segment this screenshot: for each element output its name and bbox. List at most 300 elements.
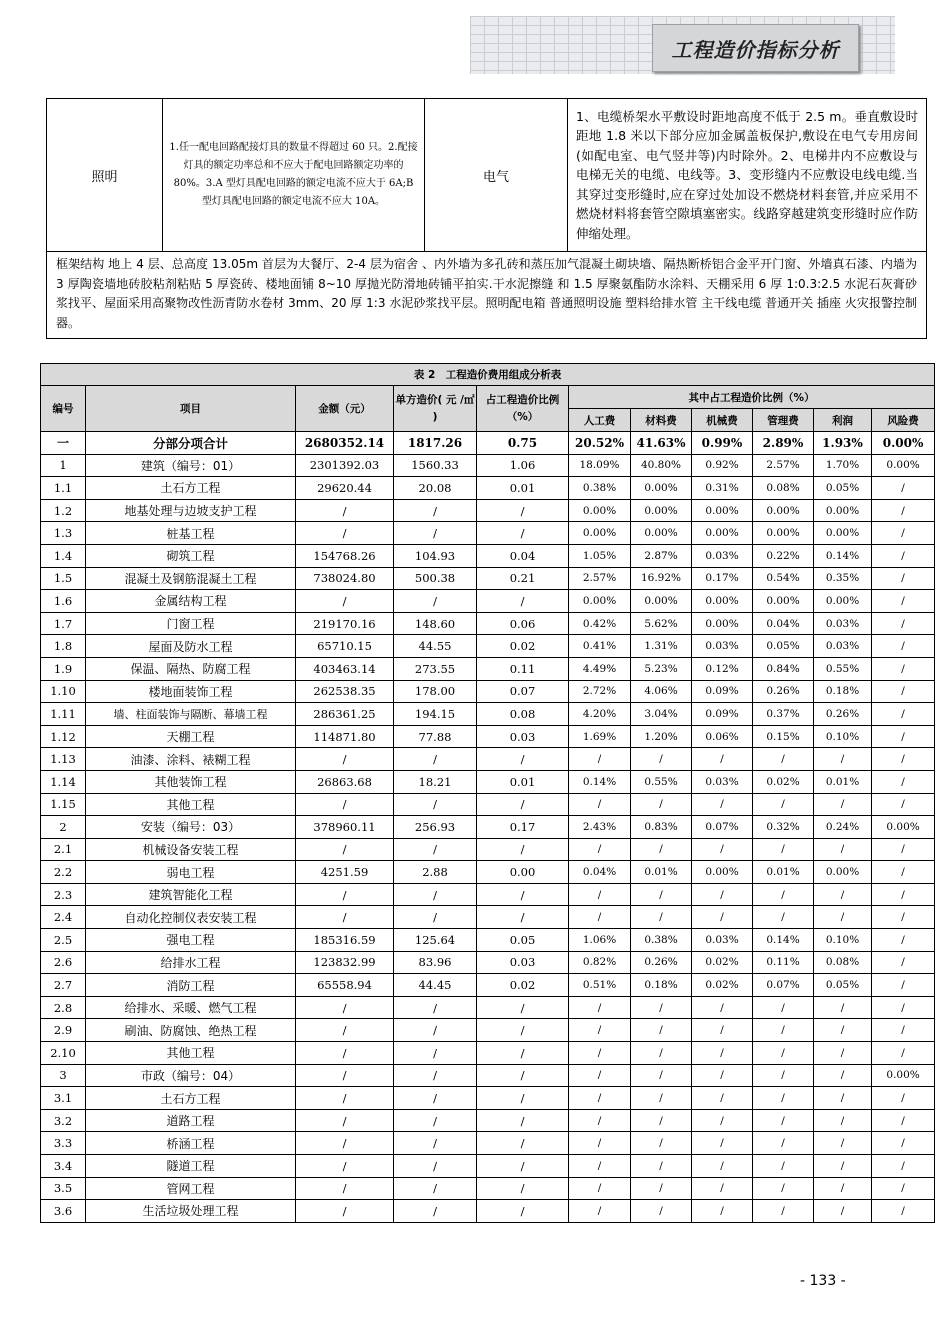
cell-management: 0.08% [753,477,814,500]
cell-risk: / [872,1042,935,1065]
cell-machine: / [692,748,753,771]
cell-management: 0.22% [753,544,814,567]
cell-management: 0.15% [753,725,814,748]
cell-item: 市政（编号：04） [86,1064,296,1087]
cell-management: / [753,748,814,771]
cell-amount: 65558.94 [296,974,394,997]
cell-risk: / [872,1155,935,1178]
cell-no: 3.3 [41,1132,86,1155]
cell-item: 给排水工程 [86,951,296,974]
cell-profit: 0.05% [814,974,872,997]
cell-material: 3.04% [631,703,692,726]
cell-profit: / [814,793,872,816]
cell-no: 3.5 [41,1177,86,1200]
cell-machine: 0.92% [692,454,753,477]
cell-management: / [753,1087,814,1110]
cell-unit-cost: 104.93 [394,544,477,567]
table-row [41,590,935,613]
cell-no: 1.11 [41,703,86,726]
cell-machine: 0.03% [692,544,753,567]
cell-labor: 4.20% [569,703,631,726]
cell-unit-cost: / [394,1109,477,1132]
table-row [41,522,935,545]
cell-risk: / [872,838,935,861]
cell-material: 4.06% [631,680,692,703]
cell-material: 0.38% [631,929,692,952]
cell-no: 3.4 [41,1155,86,1178]
cell-management: / [753,838,814,861]
cell-machine: / [692,1155,753,1178]
cell-no: 2 [41,816,86,839]
table-row [41,454,935,477]
cell-risk: / [872,725,935,748]
spec-row [47,99,927,252]
cell-labor: / [569,1042,631,1065]
cell-material: / [631,1132,692,1155]
cell-labor: / [569,1087,631,1110]
table-row [41,432,935,455]
cell-unit-cost: 77.88 [394,725,477,748]
cell-unit-cost: / [394,499,477,522]
col-header-item: 项目 [86,386,296,432]
cell-unit-cost: / [394,1087,477,1110]
cell-profit: / [814,1177,872,1200]
cell-material: / [631,1064,692,1087]
cell-management: 0.26% [753,680,814,703]
cell-item: 隧道工程 [86,1155,296,1178]
cell-material: / [631,906,692,929]
cell-ratio: 0.07 [477,680,569,703]
cell-labor: 0.00% [569,522,631,545]
cell-risk: / [872,567,935,590]
cell-machine: / [692,1042,753,1065]
cell-ratio: / [477,838,569,861]
cell-machine: 0.03% [692,770,753,793]
cell-labor: / [569,1109,631,1132]
cell-profit: 0.55% [814,657,872,680]
cell-risk: / [872,974,935,997]
cell-no: 1.3 [41,522,86,545]
cell-ratio: 0.02 [477,635,569,658]
cell-material: 0.83% [631,816,692,839]
cell-profit: / [814,748,872,771]
cell-labor: 0.38% [569,477,631,500]
cell-unit-cost: / [394,1177,477,1200]
cell-item: 其他装饰工程 [86,770,296,793]
cell-labor: 0.42% [569,612,631,635]
cell-machine: 0.09% [692,680,753,703]
cell-material: 1.20% [631,725,692,748]
cell-ratio: / [477,1019,569,1042]
cell-unit-cost: / [394,1042,477,1065]
cell-machine: 0.03% [692,635,753,658]
cell-machine: / [692,1109,753,1132]
cell-management: / [753,1200,814,1223]
cell-labor: 0.51% [569,974,631,997]
cell-unit-cost: 178.00 [394,680,477,703]
cell-item: 天棚工程 [86,725,296,748]
cell-profit: 0.00% [814,861,872,884]
cell-machine: / [692,996,753,1019]
cell-amount: / [296,883,394,906]
cell-no: 1 [41,454,86,477]
cell-management: 0.00% [753,590,814,613]
cell-labor: / [569,1155,631,1178]
table-row [41,1132,935,1155]
cell-unit-cost: 20.08 [394,477,477,500]
cell-no: 1.4 [41,544,86,567]
page-title: 工程造价指标分析 [652,24,859,72]
cell-item: 建筑（编号：01） [86,454,296,477]
cell-amount: / [296,499,394,522]
cell-risk: / [872,996,935,1019]
table-row [41,1042,935,1065]
cell-ratio: / [477,748,569,771]
cell-no: 2.10 [41,1042,86,1065]
cell-unit-cost: 273.55 [394,657,477,680]
cell-profit: / [814,1019,872,1042]
table-row [41,657,935,680]
lighting-label: 照明 [47,99,163,252]
cell-machine: 0.12% [692,657,753,680]
cell-material: 0.26% [631,951,692,974]
cell-unit-cost: 18.21 [394,770,477,793]
cell-profit: / [814,906,872,929]
cell-ratio: 0.03 [477,725,569,748]
table-row [41,680,935,703]
cell-management: 0.01% [753,861,814,884]
cell-item: 桩基工程 [86,522,296,545]
cell-unit-cost: 500.38 [394,567,477,590]
cell-ratio: 0.00 [477,861,569,884]
cell-ratio: / [477,590,569,613]
cell-ratio: / [477,1155,569,1178]
cell-profit: 0.26% [814,703,872,726]
cell-item: 土石方工程 [86,1087,296,1110]
cell-risk: / [872,1177,935,1200]
cell-amount: / [296,996,394,1019]
cell-material: 0.01% [631,861,692,884]
cell-no: 2.3 [41,883,86,906]
cell-item: 道路工程 [86,1109,296,1132]
cell-amount: 403463.14 [296,657,394,680]
cell-ratio: / [477,522,569,545]
cell-no: 1.12 [41,725,86,748]
cell-item: 门窗工程 [86,612,296,635]
cell-management: / [753,1132,814,1155]
cell-management: 0.05% [753,635,814,658]
cell-machine: 0.00% [692,522,753,545]
cell-material: 0.00% [631,522,692,545]
cell-management: / [753,1177,814,1200]
cell-item: 刷油、防腐蚀、绝热工程 [86,1019,296,1042]
cell-amount: / [296,1155,394,1178]
cell-amount: 154768.26 [296,544,394,567]
cell-profit: / [814,1155,872,1178]
col-header-breakdown: 其中占工程造价比例（%） [569,386,935,409]
cell-material: / [631,1177,692,1200]
cell-item: 管网工程 [86,1177,296,1200]
cell-material: / [631,793,692,816]
cell-material: / [631,1087,692,1110]
cell-ratio: / [477,1109,569,1132]
cell-no: 2.7 [41,974,86,997]
cell-material: 16.92% [631,567,692,590]
cell-machine: 0.31% [692,477,753,500]
table-row [41,793,935,816]
cell-material: 41.63% [631,432,692,455]
cell-ratio: 0.08 [477,703,569,726]
cell-unit-cost: 44.45 [394,974,477,997]
cell-item: 给排水、采暖、燃气工程 [86,996,296,1019]
cell-management: 0.04% [753,612,814,635]
cell-no: 1.15 [41,793,86,816]
cell-item: 屋面及防水工程 [86,635,296,658]
cell-material: 40.80% [631,454,692,477]
cell-ratio: / [477,793,569,816]
table-row [41,861,935,884]
cell-machine: / [692,906,753,929]
cell-unit-cost: / [394,522,477,545]
cell-item: 生活垃圾处理工程 [86,1200,296,1223]
cell-profit: / [814,996,872,1019]
cell-item: 楼地面装饰工程 [86,680,296,703]
cell-risk: 0.00% [872,454,935,477]
cell-labor: / [569,1132,631,1155]
cell-no: 1.1 [41,477,86,500]
cell-machine: 0.00% [692,499,753,522]
cell-material: / [631,838,692,861]
table-row [41,477,935,500]
cell-profit: / [814,1200,872,1223]
cell-management: 0.07% [753,974,814,997]
cell-machine: / [692,1200,753,1223]
cell-unit-cost: 44.55 [394,635,477,658]
cell-management: / [753,1109,814,1132]
cell-amount: 29620.44 [296,477,394,500]
cell-ratio: 0.01 [477,477,569,500]
table-row [41,816,935,839]
cell-ratio: 1.06 [477,454,569,477]
cell-ratio: 0.75 [477,432,569,455]
cell-risk: / [872,1019,935,1042]
cell-ratio: 0.11 [477,657,569,680]
cell-machine: / [692,883,753,906]
cell-risk: / [872,1200,935,1223]
cell-unit-cost: 194.15 [394,703,477,726]
cell-labor: 4.49% [569,657,631,680]
cell-profit: / [814,1132,872,1155]
cell-management: / [753,906,814,929]
cell-risk: / [872,1132,935,1155]
cell-no: 2.2 [41,861,86,884]
cell-unit-cost: / [394,1200,477,1223]
cell-no: 1.2 [41,499,86,522]
cell-profit: 0.05% [814,477,872,500]
cell-risk: / [872,929,935,952]
col-header-risk: 风险费 [872,409,935,432]
cell-machine: 0.02% [692,951,753,974]
cell-unit-cost: 125.64 [394,929,477,952]
cell-labor: / [569,1019,631,1042]
cell-profit: 0.08% [814,951,872,974]
cell-item: 机械设备安装工程 [86,838,296,861]
col-header-material: 材料费 [631,409,692,432]
cell-machine: 0.02% [692,974,753,997]
cell-management: 0.00% [753,499,814,522]
table-row [41,725,935,748]
cell-ratio: / [477,1200,569,1223]
cell-item: 建筑智能化工程 [86,883,296,906]
cell-profit: 0.00% [814,590,872,613]
cell-management: / [753,1042,814,1065]
cell-ratio: 0.04 [477,544,569,567]
cell-amount: 2680352.14 [296,432,394,455]
cell-profit: 0.00% [814,522,872,545]
table-caption: 表 2 工程造价费用组成分析表 [41,364,935,386]
cell-material: / [631,1155,692,1178]
cell-no: 1.13 [41,748,86,771]
cell-management: 0.54% [753,567,814,590]
cell-material: / [631,1200,692,1223]
cell-machine: / [692,1087,753,1110]
cell-profit: 0.01% [814,770,872,793]
cell-profit: 0.35% [814,567,872,590]
cell-machine: 0.00% [692,612,753,635]
col-header-machine: 机械费 [692,409,753,432]
lighting-requirements: 1.任一配电回路配接灯具的数量不得超过 60 只。2.配接灯具的额定功率总和不应大于配电回路额定功率的 80%。3.A 型灯具配电回路的额定电流不应大于 6A;B 型灯具配电回路的额定电流不应大 10A。 [163,99,425,252]
cell-no: 3.1 [41,1087,86,1110]
cell-ratio: 0.21 [477,567,569,590]
cell-ratio: / [477,1132,569,1155]
cell-no: 3.2 [41,1109,86,1132]
cell-ratio: / [477,1177,569,1200]
cell-labor: / [569,1064,631,1087]
cell-unit-cost: / [394,996,477,1019]
cell-amount: 4251.59 [296,861,394,884]
cell-ratio: / [477,906,569,929]
cost-table-body [41,432,935,1223]
cell-ratio: / [477,1042,569,1065]
table-row [41,883,935,906]
cell-risk: / [872,861,935,884]
project-summary: 框架结构 地上 4 层、总高度 13.05m 首层为大餐厅、2-4 层为宿舍 、内外墙为多孔砖和蒸压加气混凝土砌块墙、隔热断桥铝合金平开门窗、外墙真石漆、内墙为 3 厚陶瓷墙地砖胶粘剂粘贴 5 厚瓷砖、楼地面铺 8~10 厚抛光防滑地砖铺平拍实.干水泥擦缝 和 1.5 厚聚氨酯防水涂料、天棚采用 6 厚 1:0.3:2.5 水泥石灰膏砂浆找平、屋面采用高聚物改性沥青防水卷材 3mm、20 厚 1:3 水泥砂浆找平层。照明配电箱 普通照明设施 塑料给排水管 主干线电缆 普通开关 插座 火灾报警控制器。 [47,252,927,339]
col-header-no: 编号 [41,386,86,432]
cell-amount: 286361.25 [296,703,394,726]
cell-unit-cost: 256.93 [394,816,477,839]
cell-machine: 0.07% [692,816,753,839]
cell-amount: / [296,1087,394,1110]
cell-labor: 0.04% [569,861,631,884]
cell-item: 其他工程 [86,793,296,816]
cell-unit-cost: / [394,748,477,771]
table-row [41,1019,935,1042]
cell-item: 其他工程 [86,1042,296,1065]
cell-amount: / [296,838,394,861]
cell-amount: 123832.99 [296,951,394,974]
cell-labor: 1.06% [569,929,631,952]
cell-no: 一 [41,432,86,455]
cell-management: 2.57% [753,454,814,477]
cell-profit: 0.10% [814,725,872,748]
cell-profit: / [814,1109,872,1132]
table-row [41,951,935,974]
cell-machine: / [692,1177,753,1200]
table-row [41,567,935,590]
cell-labor: 0.82% [569,951,631,974]
cell-labor: 2.43% [569,816,631,839]
cell-ratio: / [477,1087,569,1110]
cell-no: 2.1 [41,838,86,861]
table-row [41,838,935,861]
cell-amount: 185316.59 [296,929,394,952]
cell-material: 0.00% [631,477,692,500]
cell-unit-cost: 1560.33 [394,454,477,477]
cell-ratio: / [477,883,569,906]
cell-ratio: 0.02 [477,974,569,997]
cell-item: 安装（编号：03） [86,816,296,839]
cell-amount: / [296,1109,394,1132]
cell-management: / [753,1064,814,1087]
cell-machine: 0.06% [692,725,753,748]
cell-profit: / [814,883,872,906]
table-row [41,499,935,522]
cell-management: / [753,1155,814,1178]
cell-material: / [631,883,692,906]
cell-unit-cost: / [394,883,477,906]
cell-no: 1.7 [41,612,86,635]
cell-profit: 0.10% [814,929,872,952]
cell-risk: / [872,544,935,567]
cell-risk: / [872,748,935,771]
cell-amount: 65710.15 [296,635,394,658]
table-row [41,1109,935,1132]
cell-material: 0.18% [631,974,692,997]
cell-management: 0.32% [753,816,814,839]
cell-machine: / [692,1132,753,1155]
cell-material: 5.62% [631,612,692,635]
cell-unit-cost: 1817.26 [394,432,477,455]
cell-labor: / [569,793,631,816]
cell-management: 0.11% [753,951,814,974]
cell-management: / [753,1019,814,1042]
cell-management: 2.89% [753,432,814,455]
spec-table [46,98,927,339]
table-row [41,770,935,793]
cell-risk: / [872,1109,935,1132]
electrical-label: 电气 [425,99,568,252]
cell-no: 3 [41,1064,86,1087]
cell-machine: 0.00% [692,861,753,884]
cell-profit: / [814,1087,872,1110]
table-row [41,1087,935,1110]
cell-unit-cost: / [394,1019,477,1042]
cell-machine: / [692,1019,753,1042]
table-row [41,1155,935,1178]
cell-machine: / [692,793,753,816]
table-row [41,748,935,771]
cell-risk: / [872,793,935,816]
cell-material: 0.55% [631,770,692,793]
cell-no: 3.6 [41,1200,86,1223]
cell-no: 1.14 [41,770,86,793]
cell-material: / [631,1109,692,1132]
cell-risk: / [872,477,935,500]
cell-risk: 0.00% [872,432,935,455]
cell-management: 0.37% [753,703,814,726]
cell-material: / [631,748,692,771]
cell-no: 2.5 [41,929,86,952]
